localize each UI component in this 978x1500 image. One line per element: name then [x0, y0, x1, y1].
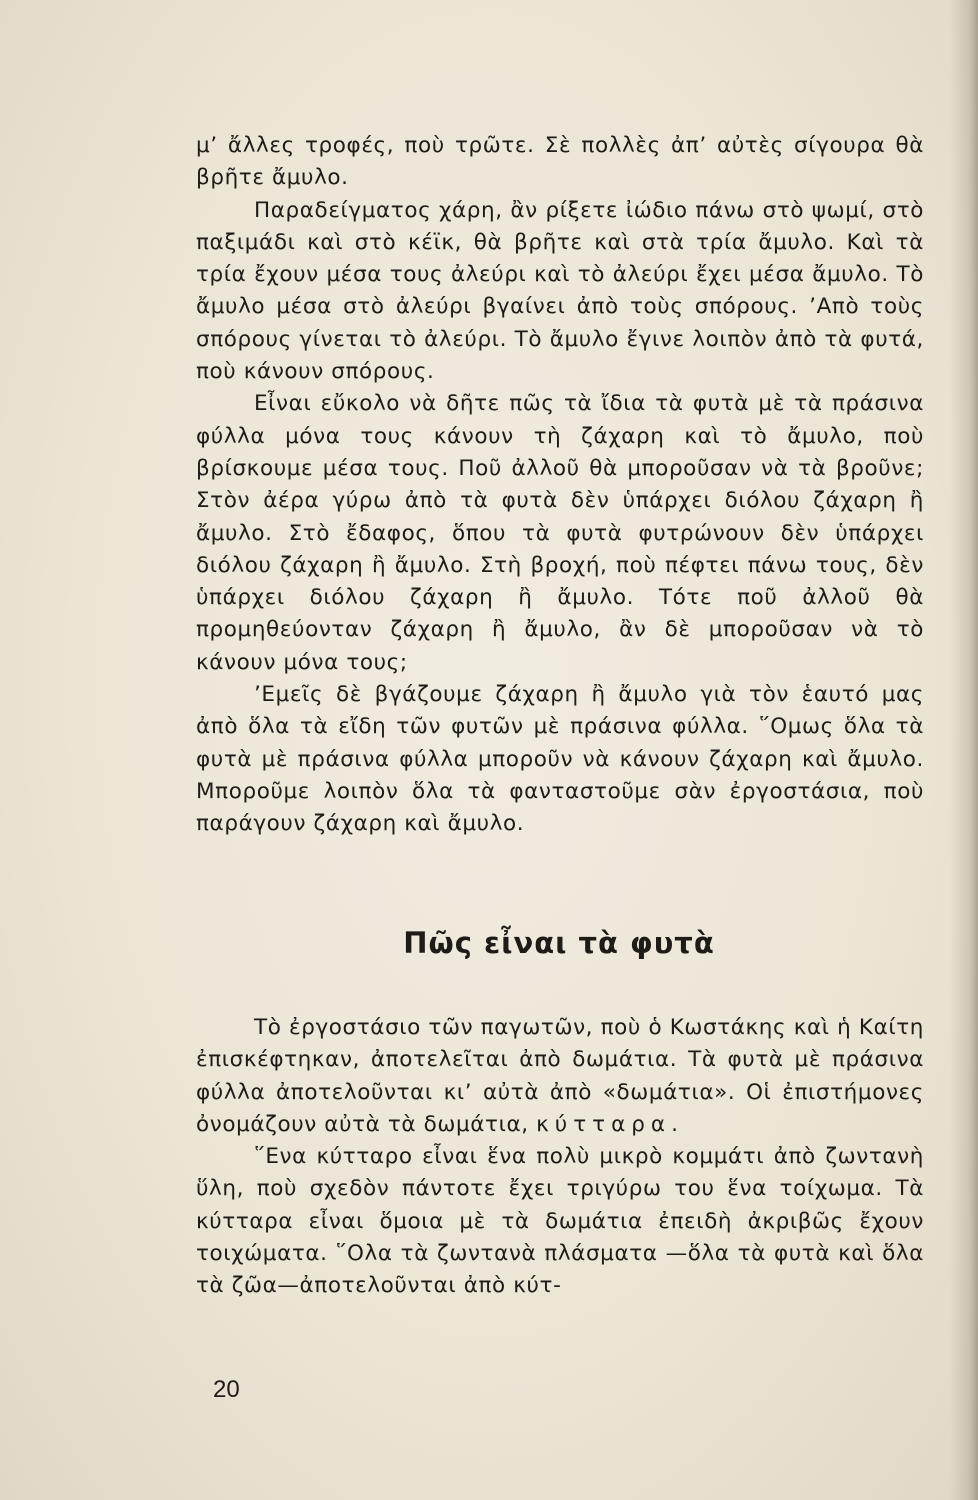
paragraph-1: μ’ ἄλλες τροφές, ποὺ τρῶτε. Σὲ πολλὲς ἀπ’ αὐτὲς σίγουρα θὰ βρῆτε ἄμυλο. [196, 133, 924, 191]
term-kyttara: κύτταρα. [536, 1111, 684, 1137]
page-number: 20 [213, 1376, 240, 1403]
paragraph-3: Εἶναι εὔκολο νὰ δῆτε πῶς τὰ ἴδια τὰ φυτὰ μὲ τὰ πράσινα φύλλα μόνα τους κάνουν τὴ ζάχαρη καὶ τὸ ἄμυλο, ποὺ βρίσκουμε μέσα τους. Ποῦ ἀλλοῦ θὰ μποροῦσαν νὰ τὰ βροῦνε; Στὸν ἀέρα γύρω ἀπὸ τὰ φυτὰ δὲν ὑπάρχει διόλου ζάχαρη ἢ ἄμυλο. Στὸ ἔδαφος, ὅπου τὰ φυτὰ φυτρώνουν δὲν ὑπάρχει διόλου ζάχαρη ἢ ἄμυλο. Στὴ βροχή, ποὺ πέφτει πάνω τους, δὲν ὑπάρχει διόλου ζάχαρη ἢ ἄμυλο. Τότε ποῦ ἀλλοῦ θὰ προμηθεύονταν ζάχαρη ἢ ἄμυλο, ἂν δὲ μποροῦσαν νὰ τὸ κάνουν μόνα τους; [196, 391, 924, 675]
paragraph-4: ’Εμεῖς δὲ βγάζουμε ζάχαρη ἢ ἄμυλο γιὰ τὸν ἑαυτό μας ἀπὸ ὅλα τὰ εἴδη τῶν φυτῶν μὲ πράσινα φύλλα. ῞Ομως ὅλα τὰ φυτὰ μὲ πράσινα φύλλα μποροῦν νὰ κάνουν ζάχαρη καὶ ἄμυλο. Μποροῦμε λοιπὸν ὅλα τὰ φανταστοῦμε σὰν ἐργοστάσια, ποὺ παράγουν ζάχαρη καὶ ἄμυλο. [196, 682, 924, 837]
paragraph-5 [196, 1012, 924, 1141]
paragraph-6: ῞Ενα κύτταρο εἶναι ἕνα πολὺ μικρὸ κομμάτι ἀπὸ ζωντανὴ ὕλη, ποὺ σχεδὸν πάντοτε ἔχει τριγύρω του ἕνα τοίχωμα. Τὰ κύτταρα εἶναι ὅμοια μὲ τὰ δωμάτια ἐπειδὴ ἀκριβῶς ἔχουν τοιχώματα. ῞Ολα τὰ ζωντανὰ πλάσματα —ὅλα τὰ φυτὰ καὶ ὅλα τὰ ζῶα—ἀποτελοῦνται ἀπὸ κύτ- [196, 1144, 924, 1299]
body-text-top [196, 130, 924, 841]
page-edge-shadow [950, 0, 978, 1500]
section-heading: Πῶς εἶναι τὰ φυτὰ [403, 926, 715, 960]
paragraph-2: Παραδείγματος χάρη, ἂν ρίξετε ἰώδιο πάνω στὸ ψωμί, στὸ παξιμάδι καὶ στὸ κέϊκ, θὰ βρῆτε καὶ στὰ τρία ἄμυλο. Καὶ τὰ τρία ἔχουν μέσα τους ἀλεύρι καὶ τὸ ἀλεύρι ἔχει μέσα ἄμυλο. Τὸ ἄμυλο μέσα στὸ ἀλεύρι βγαίνει ἀπὸ τοὺς σπόρους. ’Απὸ τοὺς σπόρους γίνεται τὸ ἀλεύρι. Τὸ ἄμυλο ἔγινε λοιπὸν ἀπὸ τὰ φυτά, ποὺ κάνουν σπόρους. [196, 197, 924, 385]
paragraph-5-text: Τὸ ἐργοστάσιο τῶν παγωτῶν, ποὺ ὁ Κωστάκης καὶ ἡ Καίτη ἐπισκέφτηκαν, ἀποτελεῖται ἀπὸ δωμάτια. Τὰ φυτὰ μὲ πράσινα φύλλα ἀποτελοῦνται κι’ αὐτὰ ἀπὸ «δωμάτια». Οἱ ἐπιστήμονες ὀνομάζουν αὐτὰ τὰ δωμάτια, [196, 1015, 924, 1137]
body-text-bottom [196, 1012, 924, 1303]
